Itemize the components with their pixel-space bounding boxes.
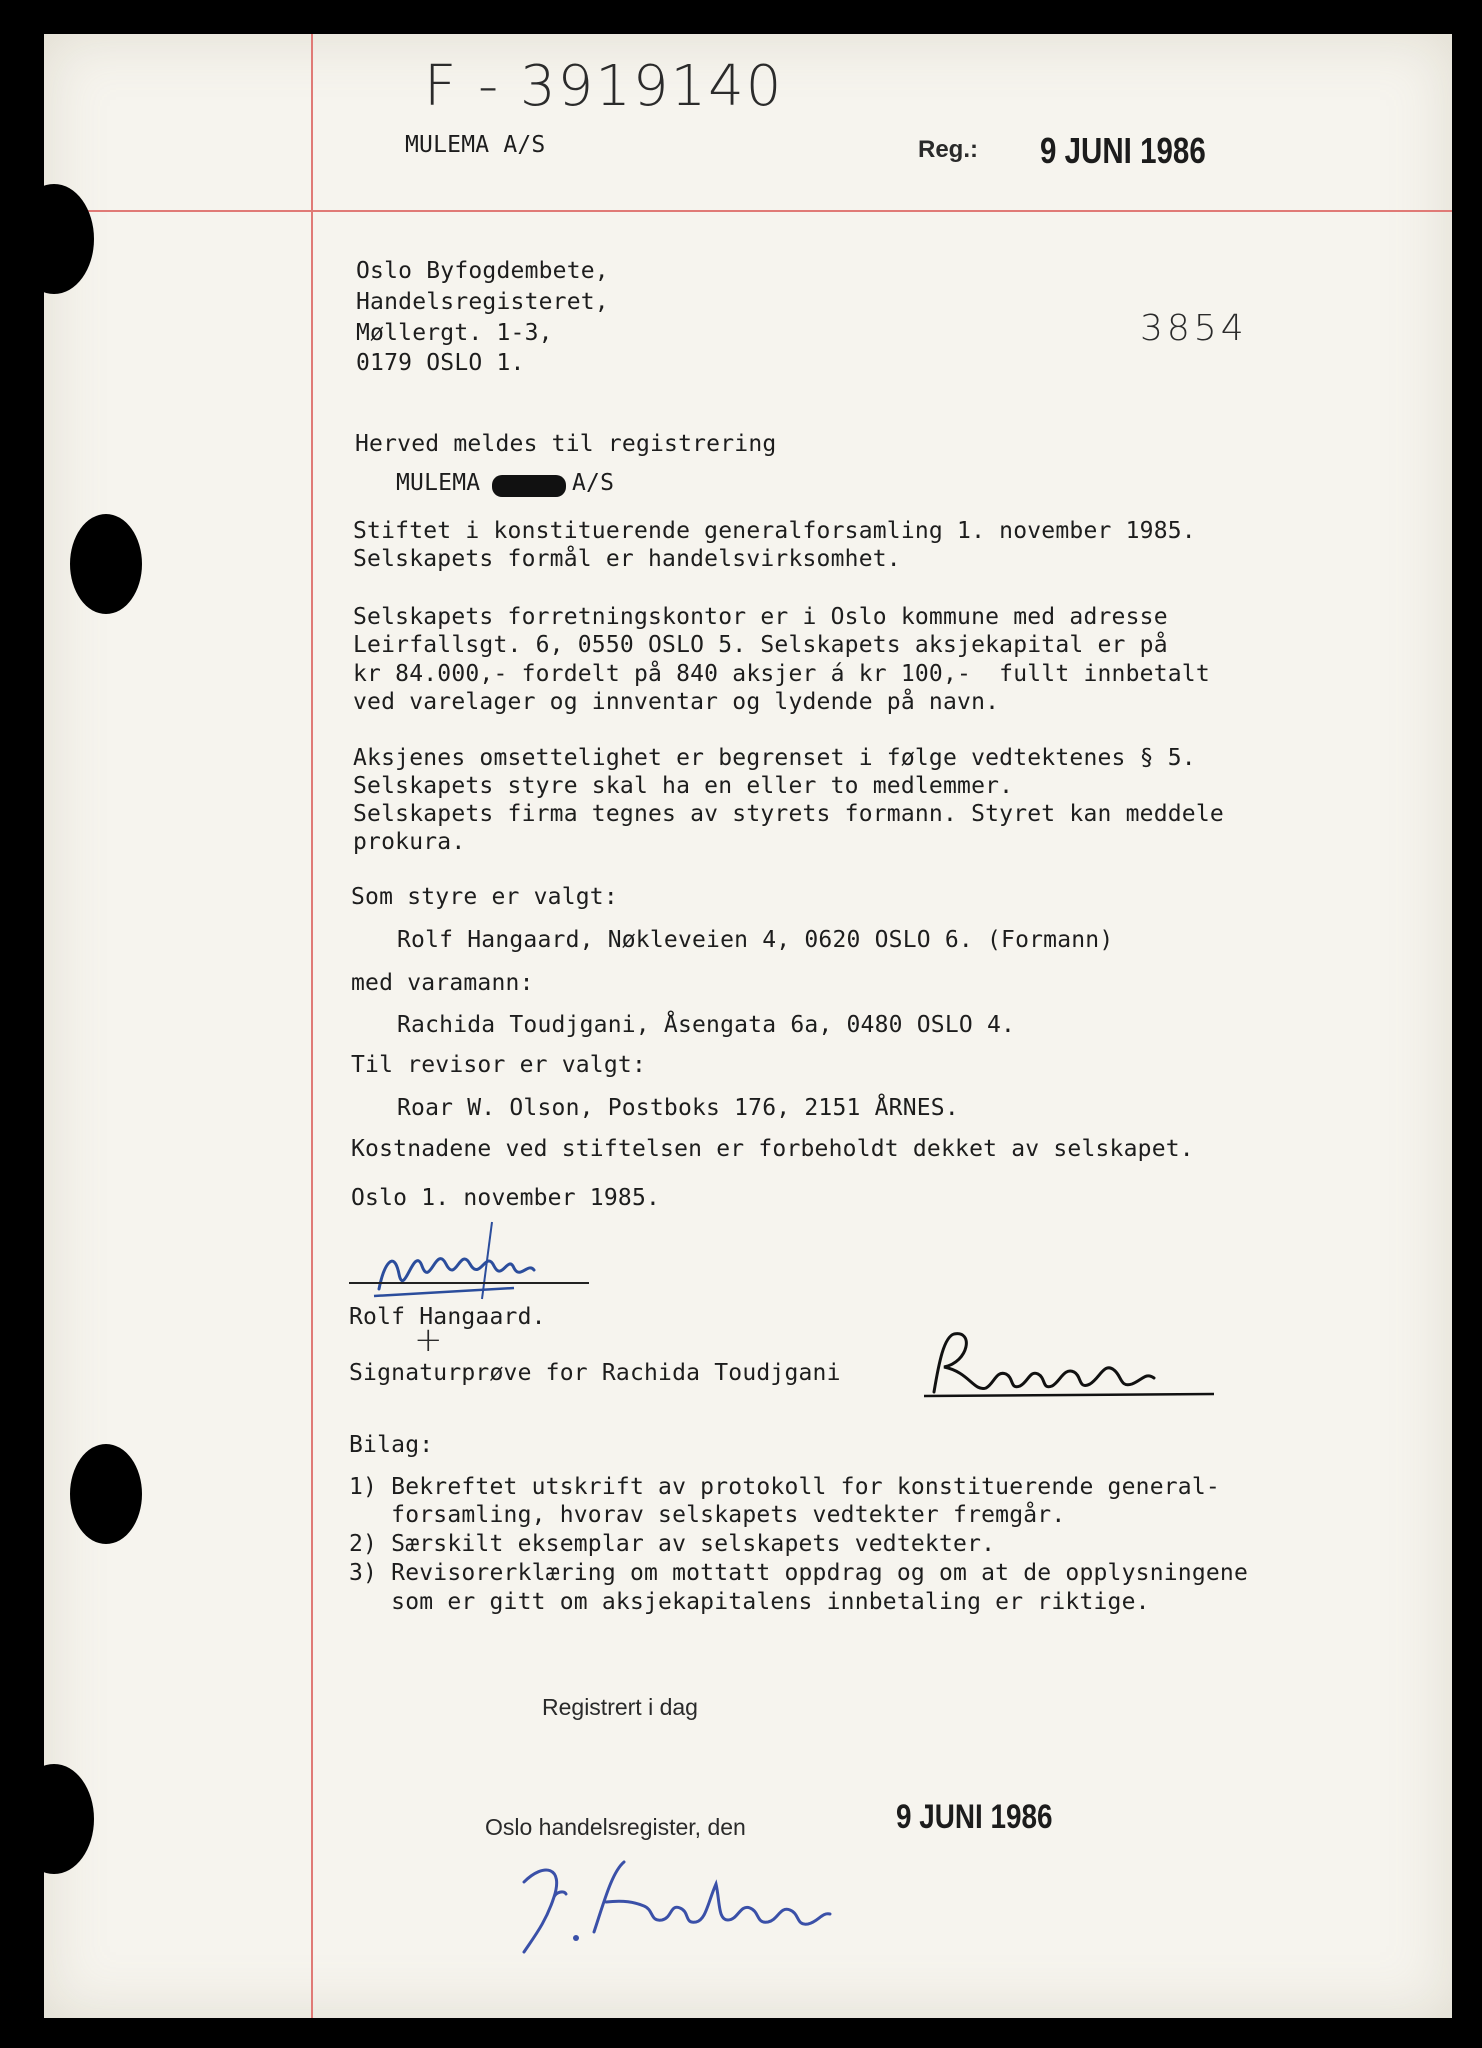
header-company: MULEMA A/S (405, 132, 546, 158)
deputy-member: Rachida Toudjgani, Åsengata 6a, 0480 OSLO 4. (397, 1012, 1016, 1038)
margin-line-vertical (311, 34, 313, 2018)
paragraph2-line4: ved varelager og innventar og lydende på navn. (353, 689, 1000, 715)
costs-line: Kostnadene ved stiftelsen er forbeholdt dekket av selskapet. (351, 1136, 1194, 1162)
signature-rachida-toudjgani (914, 1322, 1224, 1402)
signature-registrar (494, 1842, 874, 1962)
recipient-line-2: Handelsregisteret, (356, 289, 609, 315)
register-place-stamp: Oslo handelsregister, den (485, 1814, 746, 1840)
paragraph3-line1: Aksjenes omsettelighet er begrenset i følge vedtektenes § 5. (353, 745, 1196, 771)
recipient-line-4: 0179 OSLO 1. (356, 350, 525, 376)
redaction-mark (492, 475, 566, 497)
board-member: Rolf Hangaard, Nøkleveien 4, 0620 OSLO 6. (Formann) (397, 927, 1114, 953)
attachment-1-line2: forsamling, hvorav selskapets vedtekter fremgår. (349, 1502, 1066, 1528)
attachment-3-line1: 3) Revisorerklæring om mottatt oppdrag og om at de opplysningene (349, 1560, 1249, 1586)
auditor: Roar W. Olson, Postboks 176, 2151 ÅRNES. (397, 1095, 959, 1121)
registered-stamp: Registrert i dag (542, 1694, 698, 1720)
paragraph3-line4: prokura. (353, 829, 466, 855)
company-name-right: A/S (572, 470, 615, 496)
attachment-1-line1: 1) Bekreftet utskrift av protokoll for konstituerende general- (349, 1474, 1220, 1500)
paragraph1-line1: Stiftet i konstituerende generalforsamling 1. november 1985. (353, 518, 1196, 544)
punch-hole (14, 184, 94, 294)
paragraph2-line1: Selskapets forretningskontor er i Oslo kommune med adresse (353, 604, 1168, 630)
paragraph3-line3: Selskapets firma tegnes av styrets formann. Styret kan meddele (353, 801, 1224, 827)
register-date-stamp: 9 JUNI 1986 (896, 1798, 1053, 1836)
reg-label: Reg.: (918, 136, 978, 163)
recipient-line-1: Oslo Byfogdembete, (356, 258, 609, 284)
reg-date-stamp: 9 JUNI 1986 (1040, 130, 1206, 171)
intro-line: Herved meldes til registrering (355, 431, 777, 457)
board-label: Som styre er valgt: (351, 884, 618, 910)
attachments-label: Bilag: (349, 1432, 434, 1458)
punch-hole (14, 1764, 94, 1874)
cross-mark: + (414, 1320, 443, 1360)
margin-line-horizontal (44, 210, 1452, 212)
signature-rolf-hangaard (364, 1204, 564, 1314)
company-name-left: MULEMA (396, 470, 481, 496)
recipient-line-3: Møllergt. 1-3, (356, 320, 553, 346)
punch-hole (70, 514, 142, 614)
place-date: Oslo 1. november 1985. (351, 1185, 661, 1211)
paragraph2-line3: kr 84.000,- fordelt på 840 aksjer á kr 100,- fullt innbetalt (353, 661, 1210, 687)
signature-sample-label: Signaturprøve for Rachida Toudjgani (349, 1360, 841, 1386)
paragraph1-line2: Selskapets formål er handelsvirksomhet. (353, 546, 901, 572)
attachment-2: 2) Særskilt eksemplar av selskapets vedtekter. (349, 1531, 996, 1557)
auditor-label: Til revisor er valgt: (351, 1052, 646, 1078)
paragraph2-line2: Leirfallsgt. 6, 0550 OSLO 5. Selskapets aksjekapital er på (353, 632, 1168, 658)
case-number: 3854 (1140, 308, 1248, 349)
deputy-label: med varamann: (351, 970, 534, 996)
paragraph3-line2: Selskapets styre skal ha en eller to medlemmer. (353, 773, 1014, 799)
archive-number: F - 3919140 (424, 54, 784, 119)
document-page (44, 34, 1452, 2018)
signer-name: Rolf Hangaard. (349, 1304, 546, 1330)
attachment-3-line2: som er gitt om aksjekapitalens innbetaling er riktige. (349, 1589, 1150, 1615)
punch-hole (70, 1444, 142, 1544)
signature-line (349, 1282, 589, 1284)
